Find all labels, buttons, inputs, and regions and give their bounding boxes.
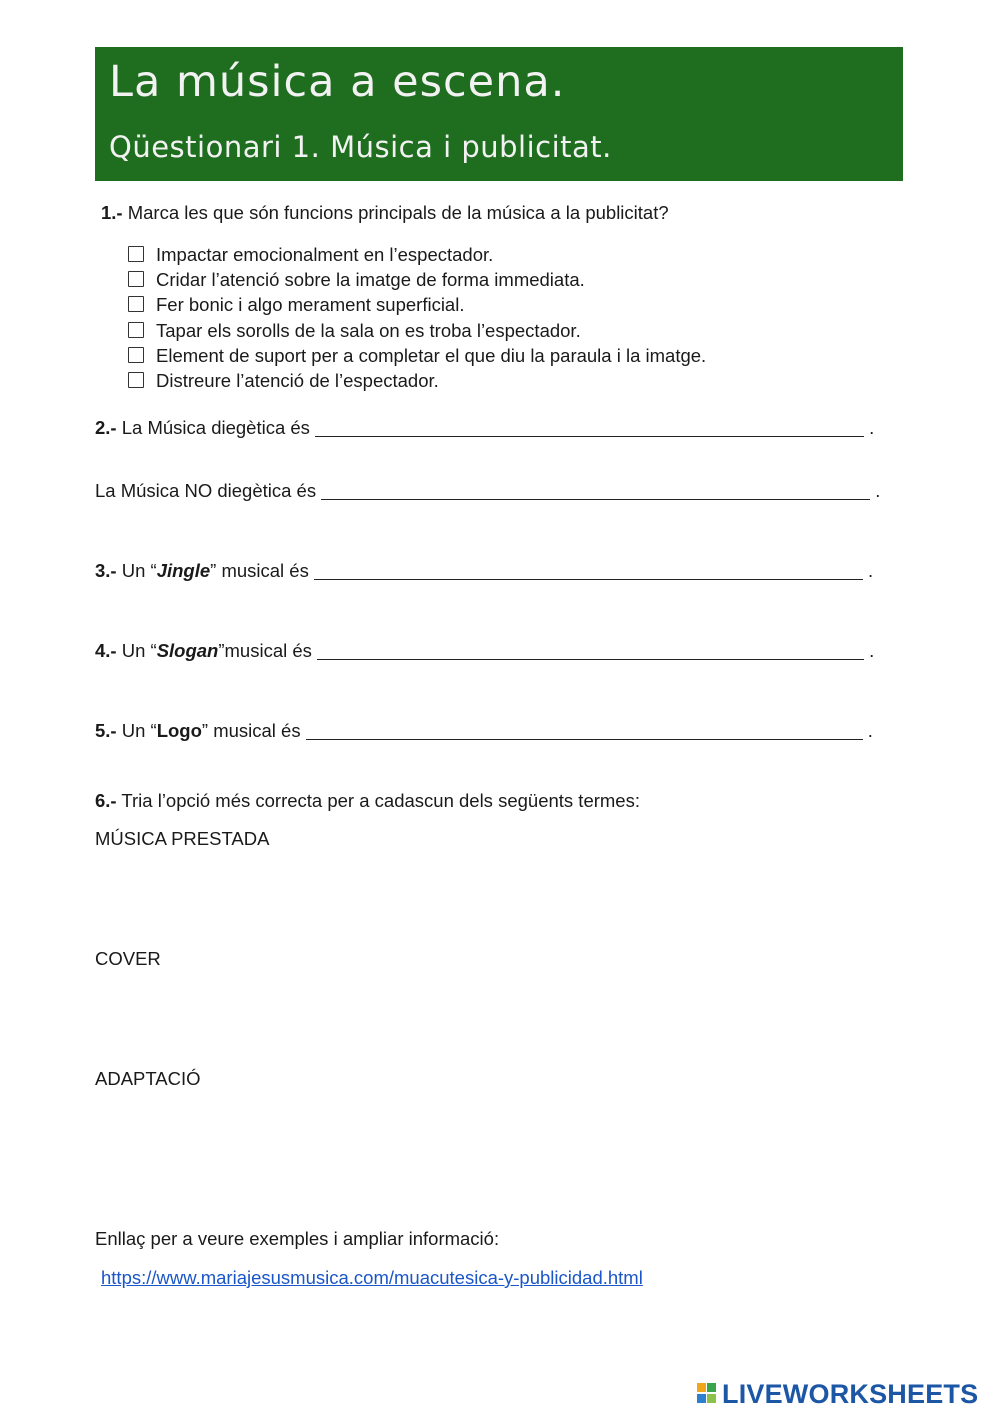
question-text: ” musical és [201,720,306,741]
liveworksheets-logo [697,1377,978,1411]
checkbox[interactable] [128,246,144,262]
term-logo: Logo [156,720,202,741]
answer-blank[interactable] [306,721,863,740]
question-text: La Música NO diegètica és [95,480,322,501]
option-label: Distreure l’atenció de l’espectador. [156,370,439,391]
question-2a [95,416,874,440]
question-text: Tria l’opció més correcta per a cadascun dels següents termes: [116,790,640,811]
option-3[interactable] [128,293,464,317]
header-banner [95,47,903,181]
period: . [867,560,874,581]
term-jingle: Jingle [156,560,211,581]
option-6[interactable] [128,369,439,393]
period: . [867,720,873,741]
question-3 [95,559,873,583]
option-1[interactable] [128,243,493,267]
option-label: Cridar l’atenció sobre la imatge de forma immediata. [156,269,585,290]
answer-blank[interactable] [317,641,864,660]
question-6 [95,789,640,813]
period: . [869,417,875,438]
question-text: Un “ [116,640,157,661]
question-number: 4.- [95,640,117,661]
option-2[interactable] [128,268,585,292]
term-musica-prestada: MÚSICA PRESTADA [95,828,270,849]
option-label: Tapar els sorolls de la sala on es troba l’espectador. [156,320,581,341]
question-text: ”musical és [218,640,318,661]
checkbox[interactable] [128,322,144,338]
option-5[interactable] [128,344,706,368]
question-1 [101,201,669,225]
question-text: La Música diegètica és [116,417,316,438]
checkbox[interactable] [128,271,144,287]
link-intro: Enllaç per a veure exemples i ampliar informació: [95,1228,500,1249]
option-label: Element de suport per a completar el que diu la paraula i la imatge. [156,345,707,366]
answer-blank[interactable] [315,418,864,437]
option-label: Fer bonic i algo merament superficial. [156,294,465,315]
brand-name: LIVEWORKSHEETS [722,1378,979,1409]
period: . [869,640,875,661]
option-4[interactable] [128,319,581,343]
worksheet-title: La música a escena. [109,57,566,107]
option-label: Impactar emocionalment en l’espectador. [156,244,494,265]
worksheet-subtitle: Qüestionari 1. Música i publicitat. [109,130,612,164]
question-number: 6.- [95,790,117,811]
checkbox[interactable] [128,372,144,388]
answer-blank[interactable] [314,561,863,580]
question-2b [95,479,880,503]
term-adaptacio: ADAPTACIÓ [95,1068,201,1089]
answer-blank[interactable] [321,481,870,500]
question-text: Marca les que són funcions principals de la música a la publicitat? [122,202,669,223]
question-number: 3.- [95,560,117,581]
question-text: Un “ [116,560,157,581]
period: . [875,480,881,501]
term-slogan: Slogan [156,640,219,661]
brand-mark-icon [697,1380,719,1408]
question-4 [95,639,874,663]
question-text: ” musical és [210,560,314,581]
checkbox[interactable] [128,347,144,363]
question-text: Un “ [116,720,157,741]
question-number: 2.- [95,417,117,438]
question-number: 5.- [95,720,117,741]
reference-link[interactable]: https://www.mariajesusmusica.com/muacutesica-y-publicidad.html [101,1267,643,1288]
checkbox[interactable] [128,296,144,312]
question-number: 1.- [101,202,123,223]
term-cover: COVER [95,948,161,969]
question-5 [95,719,873,743]
